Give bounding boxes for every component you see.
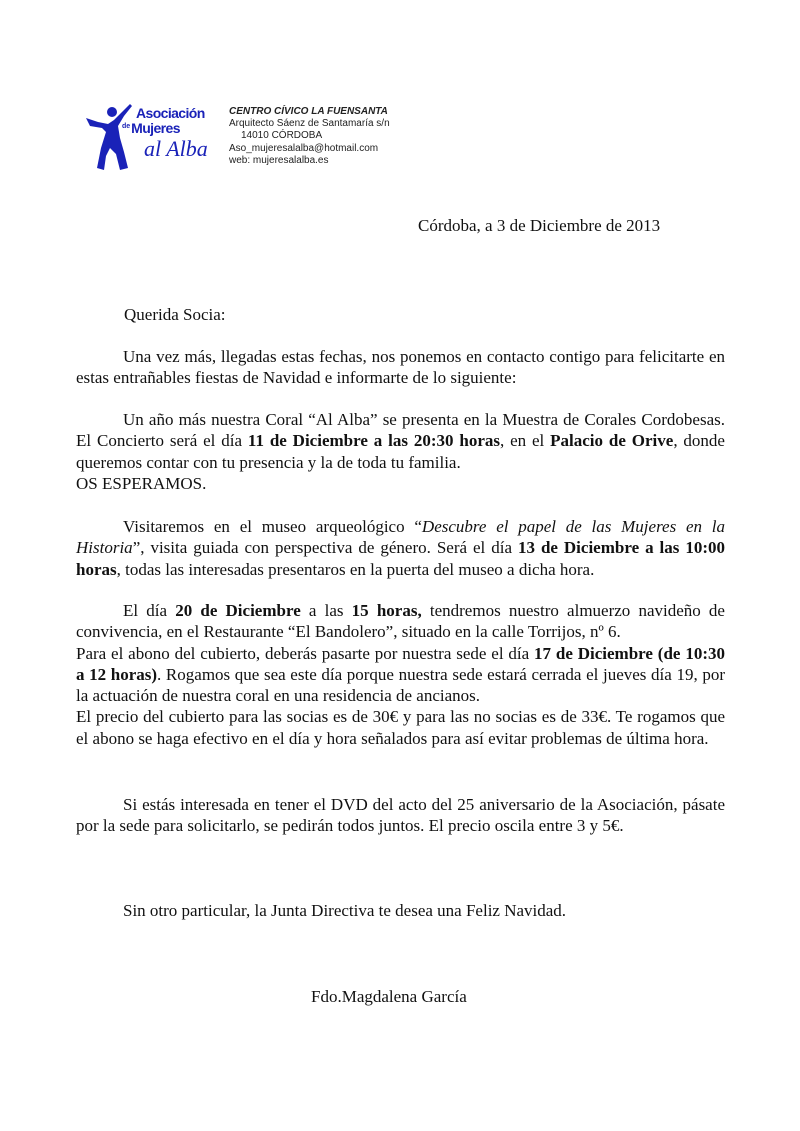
- email-line: Aso_mujeresalalba@hotmail.com: [229, 142, 379, 154]
- museum-text-1: Visitaremos en el museo arqueológico “: [123, 517, 422, 536]
- museum-date: 13 de Diciembre a las 10:00 horas: [76, 538, 725, 579]
- logo-line-3: al Alba: [144, 136, 208, 161]
- address-line: Arquitecto Sáenz de Santamaría s/n: [229, 118, 390, 130]
- price-text: El precio del cubierto para las socias es de 30€ y para las no socias es de 33€. Te rogamos que el abono se haga efectivo en el día y hora señalados para así evitar problemas de última hora.: [76, 707, 725, 748]
- concert-date: 11 de Diciembre a las 20:30 horas: [247, 431, 500, 451]
- payment-text-1: Para el abono del cubierto, deberás pasarte por nuestra sede el día: [76, 643, 535, 663]
- address-block: [229, 106, 390, 167]
- logo-mujeres: Mujeres: [131, 120, 180, 136]
- museum-exhibition: Descubre el papel de las Mujeres en la Historia: [76, 517, 726, 558]
- web-line: web: mujeresalalba.es: [229, 154, 329, 166]
- concert-venue: Palacio de Orive: [550, 431, 674, 451]
- concert-esperamos: OS ESPERAMOS.: [76, 473, 207, 493]
- logo-line-1: Asociación: [136, 105, 205, 121]
- paragraph-dvd: Si estás interesada en tener el DVD del acto del 25 aniversario de la Asociación, pásate por la sede para solicitarlo, se pedirán todos juntos. El precio oscila entre 3 y 5€.: [76, 795, 725, 836]
- paragraph-lunch: [76, 600, 725, 749]
- letter-date: Córdoba, a 3 de Diciembre de 2013: [418, 216, 661, 235]
- lunch-text-3: tendremos nuestro almuerzo navideño de convivencia, en el Restaurante “El Bandolero”, situado en la calle Torrijos, nº 6.: [76, 601, 725, 642]
- signature: Fdo.Magdalena García: [311, 987, 467, 1006]
- concert-text-3: , donde queremos contar con tu presencia y la de toda tu familia.: [76, 431, 725, 472]
- paragraph-concert: [76, 409, 725, 494]
- postal-line: 14010 CÓRDOBA: [241, 130, 323, 142]
- center-name: CENTRO CÍVICO LA FUENSANTA: [229, 106, 388, 117]
- closing-line: Sin otro particular, la Junta Directiva te desea una Feliz Navidad.: [123, 901, 567, 920]
- concert-text-1: Un año más nuestra Coral “Al Alba” se presenta en la Muestra de Corales Cordobesas. El Concierto será el día: [76, 410, 725, 451]
- paragraph-intro: Una vez más, llegadas estas fechas, nos ponemos en contacto contigo para felicitarte en estas entrañables fiestas de Navidad e informarte de lo siguiente:: [76, 347, 725, 388]
- lunch-date: 20 de Diciembre: [175, 601, 301, 620]
- lunch-text-1: El día: [123, 601, 176, 620]
- paragraph-museum: [76, 516, 725, 580]
- lunch-hour: 15 horas,: [351, 601, 422, 620]
- association-logo: [84, 98, 214, 174]
- museum-text-2: ”, visita guiada con perspectiva de género. Será el día: [132, 538, 518, 558]
- salutation: Querida Socia:: [124, 305, 226, 324]
- museum-text-3: , todas las interesadas presentaros en la puerta del museo a dicha hora.: [116, 559, 595, 579]
- payment-date: 17 de Diciembre (de 10:30 a 12 horas): [76, 643, 725, 684]
- lunch-text-2: a las: [300, 601, 352, 620]
- payment-text-2: . Rogamos que sea este día porque nuestra sede estará cerrada el jueves día 19, por la actuación de nuestra coral en una residencia de ancianos.: [76, 664, 725, 706]
- dancer-icon: [84, 98, 144, 174]
- concert-text-2: , en el: [499, 431, 551, 451]
- logo-line-2: [122, 120, 180, 135]
- logo-small-de: de: [122, 123, 131, 130]
